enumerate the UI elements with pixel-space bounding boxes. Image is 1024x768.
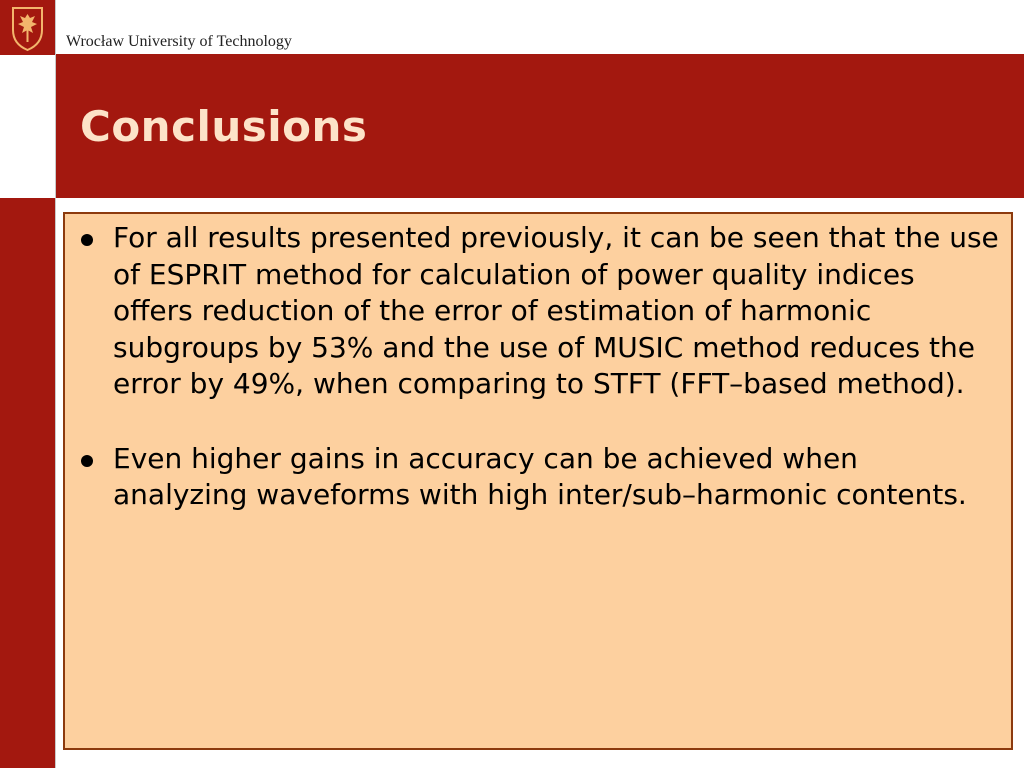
bullet-item (65, 220, 1011, 403)
bullet-dot-icon (81, 234, 93, 246)
slide-title: Conclusions (80, 102, 368, 151)
bullet-dot-icon (81, 455, 93, 467)
left-accent-bar (0, 198, 55, 768)
title-band (56, 54, 1024, 198)
eagle-emblem-icon (0, 0, 55, 55)
bullet-item (65, 441, 1011, 514)
university-logo (0, 0, 55, 55)
university-name: Wrocław University of Technology (66, 33, 292, 50)
content-box (63, 212, 1013, 750)
bullet-list (65, 220, 1011, 514)
bullet-text: For all results presented previously, it can be seen that the use of ESPRIT method for calculation of power quality indices offers reduction of the error of estimation of harmonic subgroups by 53% and the use of MUSIC method reduces the error by 49%, when comparing to STFT (FFT–based method). (113, 221, 999, 400)
bullet-text: Even higher gains in accuracy can be achieved when analyzing waveforms with high inter/sub–harmonic contents. (113, 441, 967, 511)
